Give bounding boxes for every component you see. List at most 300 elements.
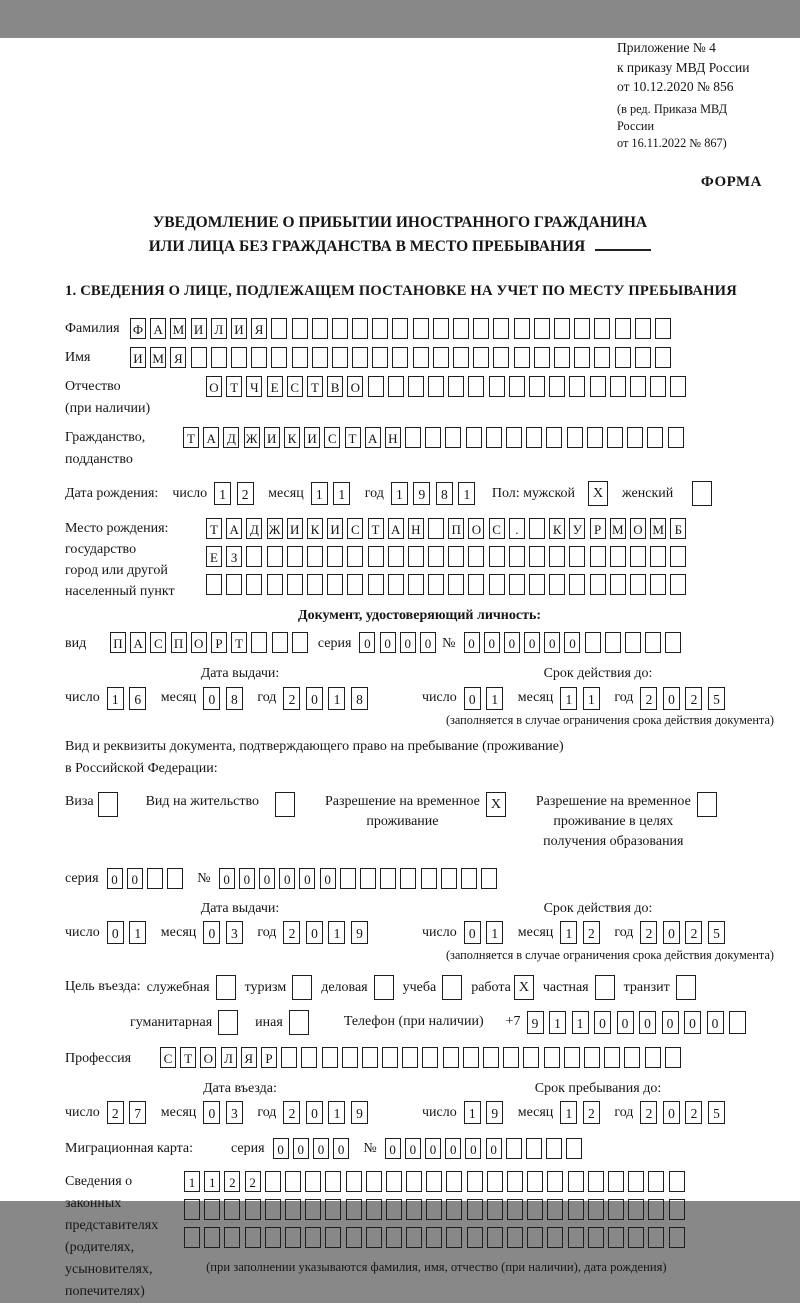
- char-box[interactable]: [473, 347, 489, 368]
- char-box[interactable]: [380, 868, 396, 889]
- char-box[interactable]: [352, 318, 368, 339]
- char-box[interactable]: [549, 574, 565, 595]
- char-box[interactable]: [231, 347, 247, 368]
- char-box[interactable]: Д: [223, 427, 239, 448]
- char-box[interactable]: Е: [267, 376, 283, 397]
- char-box[interactable]: С: [324, 427, 340, 448]
- char-box[interactable]: [506, 1138, 522, 1159]
- char-box[interactable]: [487, 1227, 503, 1248]
- char-box[interactable]: [251, 347, 267, 368]
- char-box[interactable]: [347, 546, 363, 567]
- char-box[interactable]: Ж: [267, 518, 283, 539]
- char-box[interactable]: [362, 1047, 378, 1068]
- char-box[interactable]: 0: [219, 868, 235, 889]
- char-box[interactable]: [547, 1171, 563, 1192]
- char-box[interactable]: [584, 1047, 600, 1068]
- char-box[interactable]: 0: [299, 868, 315, 889]
- char-box[interactable]: [569, 574, 585, 595]
- char-box[interactable]: [594, 347, 610, 368]
- char-box[interactable]: О: [468, 518, 484, 539]
- char-box[interactable]: [191, 347, 207, 368]
- char-box[interactable]: 0: [464, 632, 480, 653]
- char-box[interactable]: Б: [670, 518, 686, 539]
- char-box[interactable]: [608, 1171, 624, 1192]
- char-box[interactable]: 0: [504, 632, 520, 653]
- char-box[interactable]: [413, 347, 429, 368]
- char-box[interactable]: [267, 574, 283, 595]
- char-box[interactable]: 0: [564, 632, 580, 653]
- char-box[interactable]: [285, 1199, 301, 1220]
- char-box[interactable]: В: [327, 376, 343, 397]
- char-box[interactable]: [507, 1199, 523, 1220]
- char-box[interactable]: О: [347, 376, 363, 397]
- char-box[interactable]: [655, 347, 671, 368]
- char-box[interactable]: [635, 318, 651, 339]
- char-box[interactable]: Т: [345, 427, 361, 448]
- char-box[interactable]: [605, 632, 621, 653]
- char-box[interactable]: [388, 376, 404, 397]
- char-box[interactable]: [483, 1047, 499, 1068]
- char-box[interactable]: Т: [368, 518, 384, 539]
- char-box[interactable]: [325, 1227, 341, 1248]
- char-box[interactable]: Я: [241, 1047, 257, 1068]
- char-box[interactable]: [549, 546, 565, 567]
- char-box[interactable]: [473, 318, 489, 339]
- char-box[interactable]: 2: [283, 921, 300, 944]
- char-box[interactable]: [527, 1171, 543, 1192]
- char-box[interactable]: Я: [170, 347, 186, 368]
- char-box[interactable]: Ч: [246, 376, 262, 397]
- char-box[interactable]: [670, 546, 686, 567]
- char-box[interactable]: 1: [333, 482, 350, 505]
- char-box[interactable]: [624, 1047, 640, 1068]
- char-box[interactable]: [346, 1171, 362, 1192]
- char-box[interactable]: [167, 868, 183, 889]
- char-box[interactable]: 1: [560, 687, 577, 710]
- char-box[interactable]: [529, 518, 545, 539]
- purpose-private-checkbox[interactable]: [595, 975, 615, 1000]
- char-box[interactable]: [665, 1047, 681, 1068]
- char-box[interactable]: [481, 868, 497, 889]
- char-box[interactable]: [567, 427, 583, 448]
- char-box[interactable]: [549, 376, 565, 397]
- char-box[interactable]: [426, 1199, 442, 1220]
- char-box[interactable]: [448, 574, 464, 595]
- char-box[interactable]: 2: [640, 687, 657, 710]
- char-box[interactable]: [251, 632, 267, 653]
- char-box[interactable]: [630, 546, 646, 567]
- char-box[interactable]: [468, 376, 484, 397]
- char-box[interactable]: [648, 1171, 664, 1192]
- purpose-commercial-checkbox[interactable]: [374, 975, 394, 1000]
- char-box[interactable]: П: [110, 632, 126, 653]
- char-box[interactable]: 0: [306, 687, 323, 710]
- char-box[interactable]: [446, 1199, 462, 1220]
- char-box[interactable]: [305, 1171, 321, 1192]
- char-box[interactable]: 0: [359, 632, 375, 653]
- char-box[interactable]: 3: [226, 921, 243, 944]
- char-box[interactable]: [400, 868, 416, 889]
- char-box[interactable]: Л: [221, 1047, 237, 1068]
- char-box[interactable]: 0: [273, 1138, 289, 1159]
- char-box[interactable]: [433, 318, 449, 339]
- char-box[interactable]: [204, 1227, 220, 1248]
- char-box[interactable]: [625, 632, 641, 653]
- char-box[interactable]: [615, 318, 631, 339]
- char-box[interactable]: [669, 1199, 685, 1220]
- char-box[interactable]: [489, 574, 505, 595]
- char-box[interactable]: К: [284, 427, 300, 448]
- char-box[interactable]: [544, 1047, 560, 1068]
- permit-temp-residence-checkbox[interactable]: X: [486, 792, 506, 817]
- char-box[interactable]: [650, 376, 666, 397]
- char-box[interactable]: [527, 1199, 543, 1220]
- char-box[interactable]: [285, 1171, 301, 1192]
- char-box[interactable]: 1: [107, 687, 124, 710]
- purpose-humanitarian-checkbox[interactable]: [218, 1010, 238, 1035]
- char-box[interactable]: С: [489, 518, 505, 539]
- char-box[interactable]: 0: [465, 1138, 481, 1159]
- char-box[interactable]: 0: [484, 632, 500, 653]
- char-box[interactable]: [265, 1171, 281, 1192]
- char-box[interactable]: Т: [180, 1047, 196, 1068]
- char-box[interactable]: 1: [464, 1101, 481, 1124]
- char-box[interactable]: [588, 1227, 604, 1248]
- char-box[interactable]: [650, 574, 666, 595]
- char-box[interactable]: [568, 1227, 584, 1248]
- char-box[interactable]: М: [170, 318, 186, 339]
- char-box[interactable]: 0: [203, 921, 220, 944]
- char-box[interactable]: О: [191, 632, 207, 653]
- char-box[interactable]: 0: [306, 921, 323, 944]
- char-box[interactable]: 6: [129, 687, 146, 710]
- char-box[interactable]: [588, 1171, 604, 1192]
- char-box[interactable]: [529, 376, 545, 397]
- char-box[interactable]: [594, 318, 610, 339]
- char-box[interactable]: [507, 1171, 523, 1192]
- char-box[interactable]: М: [610, 518, 626, 539]
- char-box[interactable]: [635, 347, 651, 368]
- char-box[interactable]: [608, 1199, 624, 1220]
- char-box[interactable]: 0: [663, 921, 680, 944]
- char-box[interactable]: 5: [708, 921, 725, 944]
- char-box[interactable]: [340, 868, 356, 889]
- char-box[interactable]: 2: [283, 687, 300, 710]
- char-box[interactable]: 1: [129, 921, 146, 944]
- char-box[interactable]: 0: [380, 632, 396, 653]
- char-box[interactable]: [265, 1227, 281, 1248]
- char-box[interactable]: [503, 1047, 519, 1068]
- char-box[interactable]: 9: [486, 1101, 503, 1124]
- char-box[interactable]: [608, 1227, 624, 1248]
- char-box[interactable]: 2: [640, 921, 657, 944]
- char-box[interactable]: 0: [203, 687, 220, 710]
- char-box[interactable]: Н: [385, 427, 401, 448]
- purpose-business-checkbox[interactable]: [216, 975, 236, 1000]
- char-box[interactable]: [648, 1199, 664, 1220]
- char-box[interactable]: [224, 1227, 240, 1248]
- char-box[interactable]: [368, 376, 384, 397]
- char-box[interactable]: [610, 546, 626, 567]
- char-box[interactable]: [312, 318, 328, 339]
- char-box[interactable]: [487, 1199, 503, 1220]
- char-box[interactable]: [392, 347, 408, 368]
- char-box[interactable]: [322, 1047, 338, 1068]
- char-box[interactable]: [206, 574, 222, 595]
- char-box[interactable]: [388, 546, 404, 567]
- char-box[interactable]: [332, 347, 348, 368]
- char-box[interactable]: [386, 1171, 402, 1192]
- char-box[interactable]: 0: [107, 921, 124, 944]
- char-box[interactable]: [729, 1011, 746, 1034]
- char-box[interactable]: [368, 546, 384, 567]
- char-box[interactable]: И: [287, 518, 303, 539]
- char-box[interactable]: [509, 376, 525, 397]
- char-box[interactable]: С: [160, 1047, 176, 1068]
- char-box[interactable]: [523, 1047, 539, 1068]
- char-box[interactable]: [566, 1138, 582, 1159]
- char-box[interactable]: 2: [224, 1171, 240, 1192]
- char-box[interactable]: 8: [226, 687, 243, 710]
- char-box[interactable]: [467, 1171, 483, 1192]
- char-box[interactable]: [630, 574, 646, 595]
- char-box[interactable]: [547, 1227, 563, 1248]
- char-box[interactable]: [211, 347, 227, 368]
- char-box[interactable]: О: [630, 518, 646, 539]
- char-box[interactable]: 1: [328, 1101, 345, 1124]
- char-box[interactable]: И: [191, 318, 207, 339]
- char-box[interactable]: 0: [400, 632, 416, 653]
- char-box[interactable]: [461, 868, 477, 889]
- char-box[interactable]: [669, 1227, 685, 1248]
- char-box[interactable]: [184, 1227, 200, 1248]
- permit-education-checkbox[interactable]: [697, 792, 717, 817]
- char-box[interactable]: [627, 427, 643, 448]
- char-box[interactable]: 0: [639, 1011, 656, 1034]
- char-box[interactable]: О: [206, 376, 222, 397]
- char-box[interactable]: Т: [307, 376, 323, 397]
- char-box[interactable]: Р: [590, 518, 606, 539]
- char-box[interactable]: 0: [127, 868, 143, 889]
- char-box[interactable]: [226, 574, 242, 595]
- char-box[interactable]: [590, 376, 606, 397]
- char-box[interactable]: 0: [385, 1138, 401, 1159]
- char-box[interactable]: [546, 1138, 562, 1159]
- char-box[interactable]: 0: [279, 868, 295, 889]
- char-box[interactable]: [615, 347, 631, 368]
- char-box[interactable]: З: [226, 546, 242, 567]
- char-box[interactable]: [292, 347, 308, 368]
- char-box[interactable]: К: [549, 518, 565, 539]
- char-box[interactable]: [342, 1047, 358, 1068]
- purpose-tourism-checkbox[interactable]: [292, 975, 312, 1000]
- char-box[interactable]: [413, 318, 429, 339]
- char-box[interactable]: 1: [572, 1011, 589, 1034]
- char-box[interactable]: А: [365, 427, 381, 448]
- char-box[interactable]: [347, 574, 363, 595]
- char-box[interactable]: 1: [560, 1101, 577, 1124]
- char-box[interactable]: [669, 1171, 685, 1192]
- char-box[interactable]: 0: [333, 1138, 349, 1159]
- char-box[interactable]: [493, 318, 509, 339]
- char-box[interactable]: А: [388, 518, 404, 539]
- char-box[interactable]: С: [287, 376, 303, 397]
- char-box[interactable]: [346, 1227, 362, 1248]
- char-box[interactable]: [568, 1199, 584, 1220]
- char-box[interactable]: Т: [206, 518, 222, 539]
- char-box[interactable]: [325, 1199, 341, 1220]
- char-box[interactable]: М: [650, 518, 666, 539]
- char-box[interactable]: 0: [544, 632, 560, 653]
- char-box[interactable]: [514, 347, 530, 368]
- char-box[interactable]: 3: [226, 1101, 243, 1124]
- char-box[interactable]: 9: [351, 921, 368, 944]
- char-box[interactable]: [554, 318, 570, 339]
- char-box[interactable]: [406, 1227, 422, 1248]
- char-box[interactable]: [360, 868, 376, 889]
- char-box[interactable]: П: [448, 518, 464, 539]
- char-box[interactable]: 1: [328, 687, 345, 710]
- char-box[interactable]: 2: [583, 921, 600, 944]
- char-box[interactable]: Л: [211, 318, 227, 339]
- char-box[interactable]: С: [347, 518, 363, 539]
- char-box[interactable]: 1: [486, 921, 503, 944]
- char-box[interactable]: Т: [226, 376, 242, 397]
- char-box[interactable]: [287, 546, 303, 567]
- char-box[interactable]: Е: [206, 546, 222, 567]
- char-box[interactable]: [489, 546, 505, 567]
- char-box[interactable]: [408, 574, 424, 595]
- char-box[interactable]: 0: [464, 921, 481, 944]
- char-box[interactable]: И: [304, 427, 320, 448]
- char-box[interactable]: [281, 1047, 297, 1068]
- char-box[interactable]: 0: [107, 868, 123, 889]
- char-box[interactable]: Н: [408, 518, 424, 539]
- char-box[interactable]: 2: [685, 1101, 702, 1124]
- char-box[interactable]: 0: [293, 1138, 309, 1159]
- permit-visa-checkbox[interactable]: [98, 792, 118, 817]
- char-box[interactable]: 2: [685, 921, 702, 944]
- char-box[interactable]: [287, 574, 303, 595]
- char-box[interactable]: [526, 427, 542, 448]
- char-box[interactable]: 2: [283, 1101, 300, 1124]
- char-box[interactable]: 5: [708, 1101, 725, 1124]
- char-box[interactable]: [441, 868, 457, 889]
- char-box[interactable]: 8: [436, 482, 453, 505]
- char-box[interactable]: [325, 1171, 341, 1192]
- char-box[interactable]: [655, 318, 671, 339]
- char-box[interactable]: [534, 318, 550, 339]
- char-box[interactable]: [445, 427, 461, 448]
- char-box[interactable]: Ф: [130, 318, 146, 339]
- char-box[interactable]: 0: [684, 1011, 701, 1034]
- char-box[interactable]: [346, 1199, 362, 1220]
- char-box[interactable]: 0: [486, 1138, 502, 1159]
- char-box[interactable]: [426, 1227, 442, 1248]
- char-box[interactable]: 0: [707, 1011, 724, 1034]
- char-box[interactable]: 2: [583, 1101, 600, 1124]
- char-box[interactable]: [650, 546, 666, 567]
- char-box[interactable]: 0: [464, 687, 481, 710]
- permit-residence-checkbox[interactable]: [275, 792, 295, 817]
- char-box[interactable]: [305, 1227, 321, 1248]
- char-box[interactable]: [265, 1199, 281, 1220]
- char-box[interactable]: 9: [413, 482, 430, 505]
- char-box[interactable]: [246, 574, 262, 595]
- char-box[interactable]: [312, 347, 328, 368]
- char-box[interactable]: И: [327, 518, 343, 539]
- char-box[interactable]: [245, 1199, 261, 1220]
- char-box[interactable]: [428, 546, 444, 567]
- char-box[interactable]: 0: [259, 868, 275, 889]
- char-box[interactable]: 0: [420, 632, 436, 653]
- char-box[interactable]: [670, 376, 686, 397]
- char-box[interactable]: 0: [524, 632, 540, 653]
- char-box[interactable]: [463, 1047, 479, 1068]
- char-box[interactable]: 0: [203, 1101, 220, 1124]
- char-box[interactable]: 1: [214, 482, 231, 505]
- char-box[interactable]: С: [150, 632, 166, 653]
- char-box[interactable]: [648, 1227, 664, 1248]
- char-box[interactable]: [368, 574, 384, 595]
- char-box[interactable]: [564, 1047, 580, 1068]
- char-box[interactable]: 0: [663, 687, 680, 710]
- char-box[interactable]: К: [307, 518, 323, 539]
- char-box[interactable]: [382, 1047, 398, 1068]
- char-box[interactable]: 7: [129, 1101, 146, 1124]
- char-box[interactable]: 2: [685, 687, 702, 710]
- purpose-work-checkbox[interactable]: X: [514, 975, 534, 1000]
- char-box[interactable]: [487, 1171, 503, 1192]
- char-box[interactable]: 0: [306, 1101, 323, 1124]
- char-box[interactable]: 1: [391, 482, 408, 505]
- char-box[interactable]: [422, 1047, 438, 1068]
- char-box[interactable]: 1: [184, 1171, 200, 1192]
- char-box[interactable]: [392, 318, 408, 339]
- char-box[interactable]: О: [200, 1047, 216, 1068]
- char-box[interactable]: [386, 1227, 402, 1248]
- char-box[interactable]: А: [226, 518, 242, 539]
- char-box[interactable]: [529, 546, 545, 567]
- char-box[interactable]: [527, 1227, 543, 1248]
- char-box[interactable]: П: [171, 632, 187, 653]
- char-box[interactable]: [526, 1138, 542, 1159]
- char-box[interactable]: [147, 868, 163, 889]
- char-box[interactable]: Ж: [244, 427, 260, 448]
- sex-female-checkbox[interactable]: [692, 481, 712, 506]
- char-box[interactable]: Т: [231, 632, 247, 653]
- char-box[interactable]: [305, 1199, 321, 1220]
- char-box[interactable]: [446, 1171, 462, 1192]
- char-box[interactable]: [285, 1227, 301, 1248]
- char-box[interactable]: 2: [640, 1101, 657, 1124]
- char-box[interactable]: [670, 574, 686, 595]
- char-box[interactable]: [366, 1171, 382, 1192]
- char-box[interactable]: [307, 546, 323, 567]
- char-box[interactable]: [386, 1199, 402, 1220]
- char-box[interactable]: [468, 574, 484, 595]
- char-box[interactable]: [569, 376, 585, 397]
- char-box[interactable]: У: [569, 518, 585, 539]
- char-box[interactable]: [467, 1199, 483, 1220]
- char-box[interactable]: 1: [328, 921, 345, 944]
- char-box[interactable]: И: [130, 347, 146, 368]
- char-box[interactable]: [428, 518, 444, 539]
- char-box[interactable]: 2: [237, 482, 254, 505]
- char-box[interactable]: [574, 347, 590, 368]
- char-box[interactable]: 2: [245, 1171, 261, 1192]
- char-box[interactable]: [426, 1171, 442, 1192]
